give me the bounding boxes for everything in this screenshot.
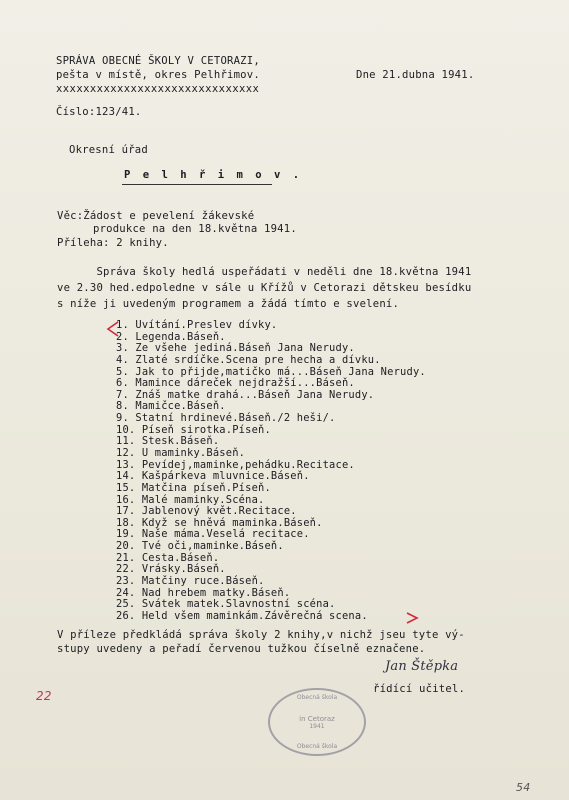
stamp-bottom-text: Obecná škola <box>296 743 338 750</box>
body-line-1: Správa školy hedlá uspeřádati v neděli dne 18.května 1941 <box>57 266 472 278</box>
recipient-office: Okresní úřad <box>69 144 148 156</box>
header-separator: xxxxxxxxxxxxxxxxxxxxxxxxxxxxxx <box>56 83 260 95</box>
program-item: 15. Matčina píseň.Píseň. <box>116 481 271 494</box>
program-item: 2. Legenda.Báseň. <box>116 330 226 343</box>
program-item: 17. Jablenový květ.Recitace. <box>116 505 297 518</box>
recipient-city: P e l h ř i m o v . <box>124 169 303 181</box>
program-item: 26. Held všem maminkám.Závěrečná scena. <box>116 609 368 622</box>
program-item: 25. Svátek matek.Slavnostní scéna. <box>116 598 336 611</box>
attachment-line: Příleha: 2 knihy. <box>57 237 169 249</box>
sender-address: pešta v místě, okres Pelhřimov. <box>56 69 260 81</box>
reference-number: Číslo:123/41. <box>56 106 142 118</box>
sender-name: SPRÁVA OBECNÉ ŠKOLY V CETORAZI, <box>56 55 260 67</box>
program-item: 4. Zlaté srdíčke.Scena pre hecha a dívku. <box>116 353 381 366</box>
red-arrow-icon <box>404 611 420 625</box>
page-number: 54 <box>516 781 531 794</box>
program-item: 11. Stesk.Báseň. <box>116 435 220 448</box>
program-item: 18. Když se hněvá maminka.Báseň. <box>116 516 323 529</box>
letter-date: Dne 21.dubna 1941. <box>356 69 475 81</box>
school-stamp <box>268 688 366 756</box>
closing-line-1: V příleze předkládá správa školy 2 knihy,v nichž jseu tyte vý- <box>57 629 465 641</box>
stamp-middle-text: in Cetoraz <box>299 714 335 723</box>
handwritten-signature: Jan Štěpka <box>385 659 459 674</box>
recipient-underline <box>122 184 272 185</box>
program-item: 22. Vrásky.Báseň. <box>116 563 226 576</box>
program-item: 20. Tvé oči,maminke.Báseň. <box>116 540 284 552</box>
body-line-3: s níže ji uvedeným programem a žádá tímto e svelení. <box>57 298 400 310</box>
program-item: 21. Cesta.Báseň. <box>116 551 220 564</box>
red-checkmark-icon <box>104 320 126 340</box>
stamp-top-text: Obecná škola <box>296 694 338 701</box>
program-item: 23. Matčiny ruce.Báseň. <box>116 574 265 587</box>
subject-line-2: produkce na den 18.května 1941. <box>93 223 297 235</box>
program-item: 10. Píseň sirotka.Píseň. <box>116 423 271 436</box>
program-item: 6. Mamince dáreček nejdražší...Báseň. <box>116 377 355 390</box>
pencil-annotation: 22 <box>36 689 52 703</box>
body-line-2: ve 2.30 hed.edpoledne v sále u Křížů v Cetorazi dětskeu besídku <box>57 282 472 294</box>
subject-line: Věc:Žádost e pevelení žákevské <box>57 210 255 222</box>
closing-line-2: stupy uvedeny a peřadí červenou tužkou číselně eznačene. <box>57 643 426 655</box>
program-item: 3. Ze všehe jediná.Báseň Jana Nerudy. <box>116 342 355 355</box>
program-item: 14. Kašpárkeva mluvnice.Báseň. <box>116 470 310 483</box>
program-item: 16. Malé maminky.Scéna. <box>116 493 265 506</box>
program-item: 9. Statní hrdinevé.Báseň./2 heši/. <box>116 412 336 424</box>
signer-title: řídící učitel. <box>373 683 466 695</box>
program-item: 7. Znáš matke drahá...Báseň Jana Nerudy. <box>116 388 375 401</box>
program-item: 5. Jak to přijde,matičko má...Báseň Jana Nerudy. <box>116 365 426 378</box>
program-item: 19. Naše máma.Veselá recitace. <box>116 528 310 541</box>
program-item: 13. Pevídej,maminke,pehádku.Recitace. <box>116 458 355 471</box>
program-item: 12. U maminky.Báseň. <box>116 446 246 459</box>
program-item: 8. Mamičce.Báseň. <box>116 400 226 413</box>
program-item: 24. Nad hrebem matky.Báseň. <box>116 586 291 599</box>
program-item: 1. Uvítání.Preslev dívky. <box>116 319 278 331</box>
stamp-date-text: 1941 <box>309 722 325 730</box>
